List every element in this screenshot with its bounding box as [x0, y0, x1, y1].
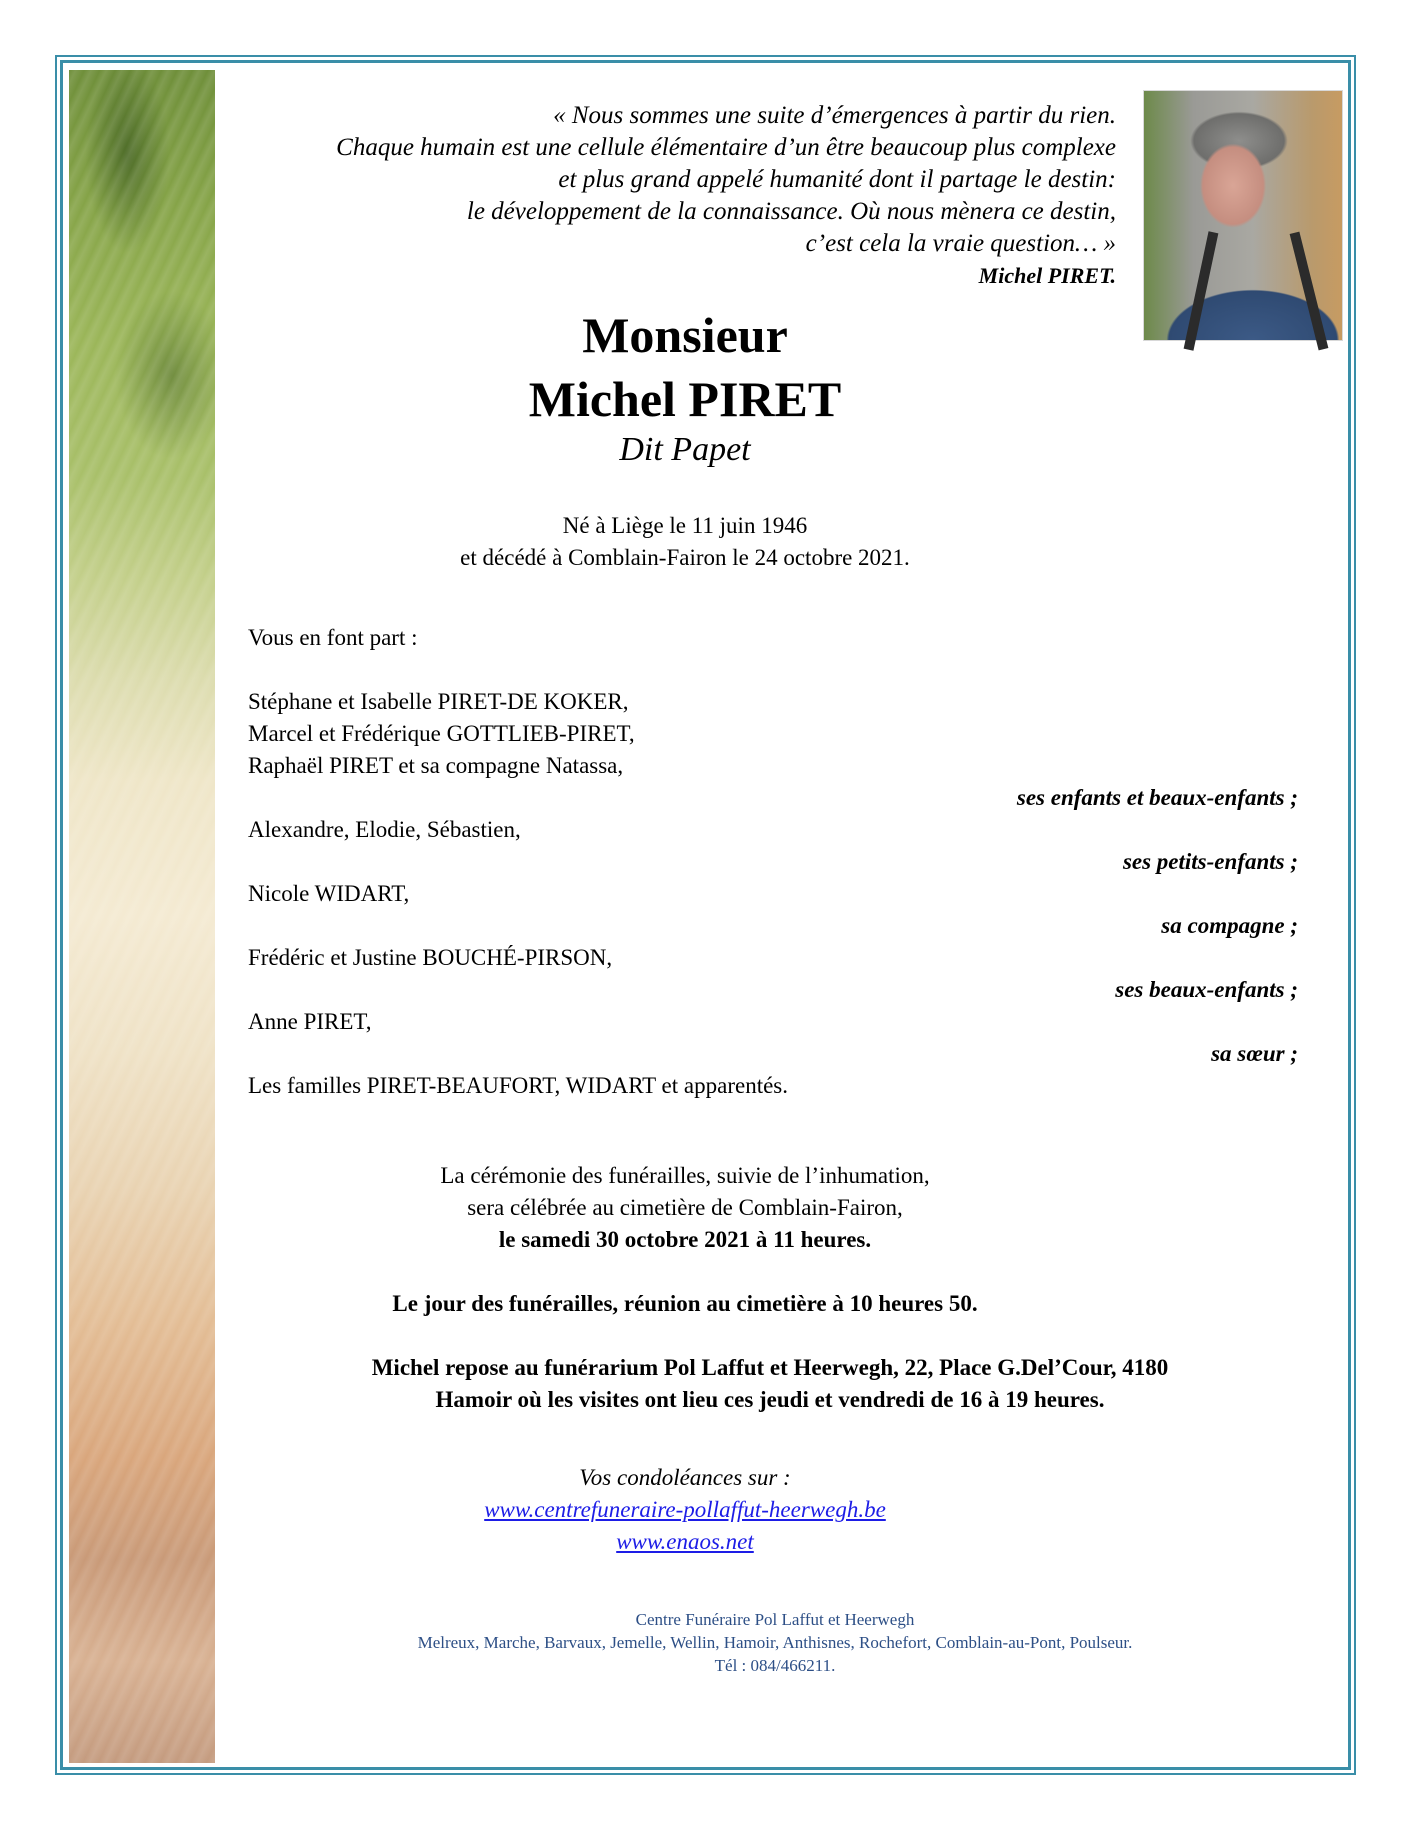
ceremony-info: [250, 1160, 1120, 1256]
quote-line: et plus grand appelé humanité dont il partage le destin:: [558, 166, 1116, 193]
funerarium-info: [240, 1352, 1300, 1416]
quote-line: Chaque humain est une cellule élémentaire d’un être beaucoup plus complexe: [336, 134, 1116, 161]
quote-line: c’est cela la vraie question… »: [805, 230, 1116, 257]
family-member: Nicole WIDART,: [248, 881, 410, 906]
backpack-strap-right: [1290, 232, 1329, 351]
family-announcement: [248, 622, 1298, 1102]
honorific-title: Monsieur: [582, 307, 788, 363]
family-member: Les familles PIRET-BEAUFORT, WIDART et apparentés.: [248, 1073, 788, 1098]
quote-line: le développement de la connaissance. Où nous mènera ce destin,: [466, 198, 1116, 225]
family-relation: ses beaux-enfants ;: [1115, 977, 1298, 1002]
funerarium-line: Michel repose au funérarium Pol Laffut et Heerwegh, 22, Place G.Del’Cour, 4180: [371, 1355, 1169, 1380]
quote-author: Michel PIRET.: [978, 263, 1116, 288]
ceremony-line: sera célébrée au cimetière de Comblain-Fairon,: [467, 1195, 903, 1220]
birth-line: Né à Liège le 11 juin 1946: [562, 513, 808, 538]
family-relation: sa sœur ;: [1211, 1041, 1298, 1066]
nickname: Dit Papet: [619, 431, 751, 468]
family-relation: sa compagne ;: [1161, 913, 1298, 938]
condolence-link-centre-funeraire[interactable]: www.centrefuneraire-pollaffut-heerwegh.be: [484, 1497, 886, 1522]
deceased-name: Michel PIRET: [528, 371, 842, 427]
family-member: Alexandre, Elodie, Sébastien,: [248, 817, 521, 842]
condolences: [250, 1462, 1120, 1558]
funeral-home-phone: Tél : 084/466211.: [714, 1656, 836, 1675]
portrait-photo: [1143, 90, 1343, 341]
family-member: Stéphane et Isabelle PIRET-DE KOKER,: [248, 689, 629, 714]
family-intro: Vous en font part :: [248, 625, 418, 650]
reunion-info: Le jour des funérailles, réunion au cimetière à 10 heures 50.: [392, 1291, 978, 1316]
family-relation: ses enfants et beaux-enfants ;: [1016, 785, 1298, 810]
funeral-home-name: Centre Funéraire Pol Laffut et Heerwegh: [635, 1610, 915, 1629]
death-line: et décédé à Comblain-Fairon le 24 octobre 2021.: [460, 545, 910, 570]
spacer: [248, 654, 1298, 686]
condolences-label: Vos condoléances sur :: [579, 1465, 791, 1490]
family-member: Raphaël PIRET et sa compagne Natassa,: [248, 753, 624, 778]
condolence-link-enaos[interactable]: www.enaos.net: [616, 1529, 754, 1554]
family-member: Anne PIRET,: [248, 1009, 372, 1034]
family-member: Marcel et Frédérique GOTTLIEB-PIRET,: [248, 721, 635, 746]
backpack-strap-left: [1184, 231, 1219, 350]
decorative-forest-strip: [69, 70, 215, 1763]
funerarium-line: Hamoir où les visites ont lieu ces jeudi et vendredi de 16 à 19 heures.: [435, 1387, 1105, 1412]
epigraph-quote: [296, 100, 1116, 292]
family-member: Frédéric et Justine BOUCHÉ-PIRSON,: [248, 945, 613, 970]
birth-death-dates: [250, 510, 1120, 574]
funeral-home-footer: [250, 1608, 1300, 1677]
funeral-home-locations: Melreux, Marche, Barvaux, Jemelle, Wellin, Hamoir, Anthisnes, Rochefort, Comblain-au-Pont, Poulseur.: [417, 1633, 1133, 1652]
quote-line: « Nous sommes une suite d’émergences à partir du rien.: [553, 102, 1116, 129]
ceremony-date: le samedi 30 octobre 2021 à 11 heures.: [498, 1227, 872, 1252]
ceremony-line: La cérémonie des funérailles, suivie de l’inhumation,: [440, 1163, 930, 1188]
family-relation: ses petits-enfants ;: [1122, 849, 1298, 874]
